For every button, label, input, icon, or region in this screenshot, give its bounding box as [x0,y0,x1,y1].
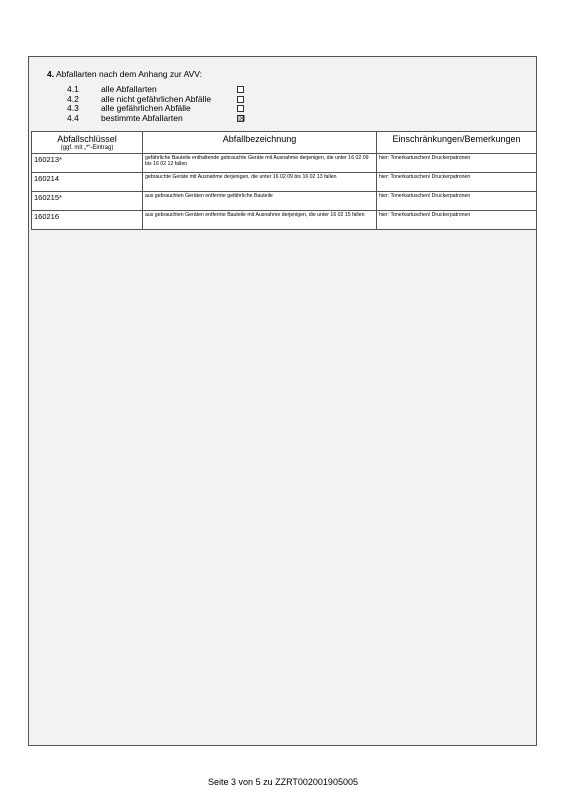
table-row [32,192,537,211]
page-footer: Seite 3 von 5 zu ZZRT002001905005 [208,777,358,787]
table-row [32,173,537,192]
waste-description-cell: aus gebrauchten Geräten entfernte gefährliche Bauteile [143,192,377,211]
option-label: bestimmte Abfallarten [101,112,183,123]
checkbox-all-waste-types[interactable] [237,86,244,93]
header-restrictions: Einschränkungen/Bemerkungen [377,132,537,154]
section-heading [47,69,202,79]
header-waste-description: Abfallbezeichnung [143,132,377,154]
checkbox-hazardous[interactable] [237,105,244,112]
waste-code-cell: 160213* [32,154,143,173]
section-title: Abfallarten nach dem Anhang zur AVV: [56,69,203,79]
waste-types-table [31,131,537,230]
restriction-cell: hier: Tonerkartuschen/ Druckerpatronen [377,211,537,230]
header-waste-code [32,132,143,154]
waste-code-cell: 160215* [32,192,143,211]
option-number: 4.2 [67,93,79,104]
waste-code-cell: 160214 [32,173,143,192]
waste-code-cell: 160216 [32,211,143,230]
option-number: 4.1 [67,84,79,94]
checkbox-non-hazardous[interactable] [237,96,244,103]
option-number: 4.4 [67,112,79,123]
table-header-row [32,132,537,154]
option-label: alle nicht gefährlichen Abfälle [101,93,212,104]
table-row [32,211,537,230]
restriction-cell: hier: Tonerkartuschen/ Druckerpatronen [377,173,537,192]
option-label: alle Abfallarten [101,84,157,94]
option-label: alle gefährlichen Abfälle [101,103,191,113]
checkbox-specific-waste-types[interactable]: ☒ [238,113,246,123]
waste-description-cell: aus gebrauchten Geräten entfernte Bauteile mit Ausnahme derjenigen, die unter 16 02 15 fallen [143,211,377,230]
waste-description-cell: gefährliche Bauteile enthaltende gebrauchte Geräte mit Ausnahme derjenigen, die unter 16 02 09 bis 16 02 12 fallen [143,154,377,173]
form-frame [28,56,537,746]
restriction-cell: hier: Tonerkartuschen/ Druckerpatronen [377,192,537,211]
section-number: 4. [47,69,55,79]
waste-description-cell: gebrauchte Geräte mit Ausnahme derjenigen, die unter 16 02 09 bis 16 02 13 fallen [143,173,377,192]
table-row [32,154,537,173]
header-waste-code-label: Abfallschlüssel [57,134,117,144]
header-waste-code-sub: (ggf. mit „*“-Eintrag) [60,145,114,151]
option-number: 4.3 [67,103,79,113]
restriction-cell: hier: Tonerkartuschen/ Druckerpatronen [377,154,537,173]
